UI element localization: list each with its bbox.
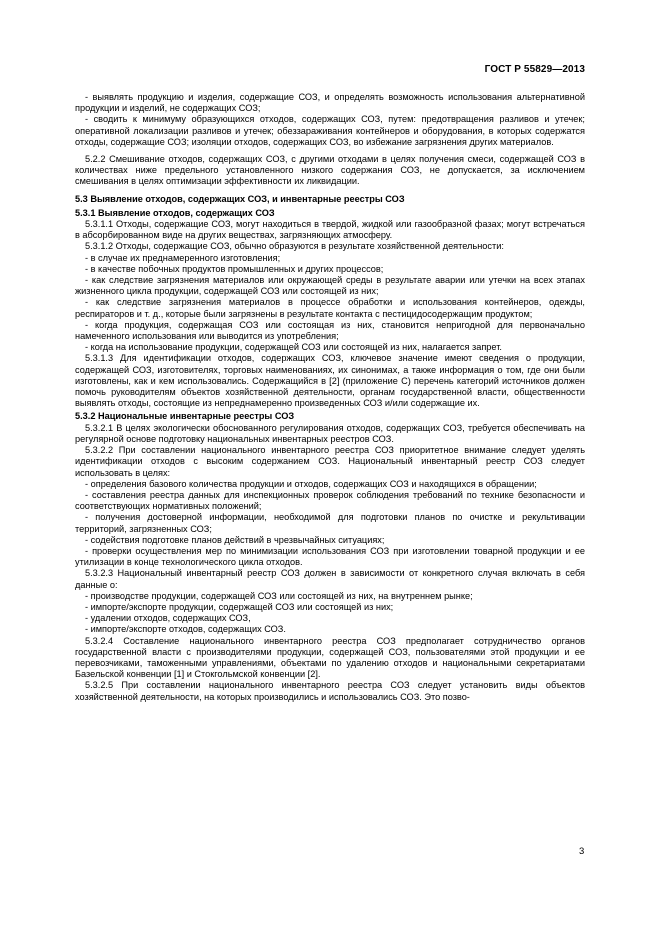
subsection-heading: 5.3.1 Выявление отходов, содержащих СОЗ <box>75 207 275 218</box>
paragraph: - производстве продукции, содержащей СОЗ или состоящей из них, на внутреннем рынке; <box>85 590 473 601</box>
paragraph: - как следствие загрязнения материалов в процессе обработки и использования контейнеров, одежды, респираторов и т. д., которые были загрязнены в результате контакта с пестицидосодержащим продуктом; <box>75 297 585 319</box>
paragraph: - в качестве побочных продуктов промышленных и других процессов; <box>85 263 384 274</box>
paragraph: 5.3.1.3 Для идентификации отходов, содержащих СОЗ, ключевое значение имеют сведения о продукции, содержащей СОЗ, изготовителях, торговых наименованиях, их синонимах, а также информация о том, где они были изготовлены, как и кем использовались. Содержащийся в [2] (приложение С) перечень категорий источников должен помочь руководителям объектов хозяйственной деятельности, органам государственной власти, общественности выявлять отходы, состоящие из непреднамеренно произведенных СОЗ и/или содержащие их. <box>75 353 585 409</box>
paragraph: 5.3.1.1 Отходы, содержащие СОЗ, могут находиться в твердой, жидкой или газообразной фазах; могут встречаться в абсорбированном виде на других веществах, загрязняющих атмосферу. <box>75 219 585 241</box>
paragraph: - определения базового количества продукции и отходов, содержащих СОЗ и находящихся в обращении; <box>85 478 537 489</box>
paragraph: 5.3.2.2 При составлении национального инвентарного реестра СОЗ приоритетное внимание следует уделять идентификации отходов с высоким содержанием СОЗ. Национальный инвентарный реестр СОЗ следует использовать в целях: <box>75 445 585 478</box>
paragraph: - импорте/экспорте отходов, содержащих СОЗ. <box>85 624 286 635</box>
paragraph: 5.3.1.2 Отходы, содержащие СОЗ, обычно образуются в результате хозяйственной деятельности: <box>85 241 504 252</box>
paragraph: - когда продукция, содержащая СОЗ или состоящая из них, становится непригодной для первоначально намеченного использования или выводится из употребления; <box>75 319 585 342</box>
page-number: 3 <box>579 846 585 857</box>
paragraph: 5.3.2.5 При составлении национального инвентарного реестра СОЗ следует установить виды объектов хозяйственной деятельности, на которых производились и использовались СОЗ. Это позво- <box>75 680 585 702</box>
paragraph: - проверки осуществления мер по минимизации использования СОЗ при изготовлении товарной продукции и ее утилизации в конце технологического цикла отходов. <box>75 545 585 568</box>
paragraph: 5.3.2.1 В целях экологически обоснованного регулирования отходов, содержащих СОЗ, требуется обеспечивать на регулярной основе подготовку национальных инвентарных реестров СОЗ. <box>75 422 585 444</box>
paragraph: - составления реестра данных для инспекционных проверок соблюдения требований по технике безопасности и соответствующих нормативных положений; <box>75 489 585 512</box>
subsection-heading: 5.3.2 Национальные инвентарные реестры СОЗ <box>75 411 295 422</box>
standard-header: ГОСТ Р 55829—2013 <box>484 64 585 75</box>
paragraph: - выявлять продукцию и изделия, содержащие СОЗ, и определять возможность использования альтернативной продукции и изделий, не содержащих СОЗ; <box>75 92 585 114</box>
paragraph: 5.3.2.3 Национальный инвентарный реестр СОЗ должен в зависимости от конкретного случая включать в себя данные о: <box>75 568 585 590</box>
paragraph: - получения достоверной информации, необходимой для подготовки планов по очистке и рекультивации территорий, загрязненных СОЗ; <box>75 512 585 534</box>
section-heading: 5.3 Выявление отходов, содержащих СОЗ, и инвентарные реестры СОЗ <box>75 193 405 204</box>
paragraph: - в случае их преднамеренного изготовления; <box>85 252 281 263</box>
paragraph: 5.3.2.4 Составление национального инвентарного реестра СОЗ предполагает сотрудничество органов государственной власти с производителями продукции, содержащей СОЗ, пользователями этой продукции и ее перевозчиками, таможенными управлениями, объектами по удалению отходов и национальными секретариатами Базельской конвенции [1] и Стокгольмской конвенции [2]. <box>75 635 585 680</box>
paragraph: - импорте/экспорте продукции, содержащей СОЗ или состоящей из них; <box>85 601 394 612</box>
paragraph: - сводить к минимуму образующихся отходов, содержащих СОЗ, путем: предотвращения разливов и утечек; оперативной локализации разливов и утечек; обеззараживания контейнеров и оборудования, в которых содержатся отходы, содержащие СОЗ; изоляции отходов, содержащих СОЗ, во избежание загрязнения других материалов. <box>75 114 585 147</box>
paragraph: - когда на использование продукции, содержащей СОЗ или состоящей из них, налагается запрет. <box>85 342 502 353</box>
paragraph: - удалении отходов, содержащих СОЗ, <box>85 613 251 624</box>
paragraph: 5.2.2 Смешивание отходов, содержащих СОЗ, с другими отходами в целях получения смеси, содержащей СОЗ в количествах ниже предельного установленного низкого содержания СОЗ, не допускается, за исключением смешивания в целях оптимизации эффективности их ликвидации. <box>75 154 585 187</box>
document-body <box>75 92 585 703</box>
paragraph: - как следствие загрязнения материалов или окружающей среды в результате аварии или утечки на всех этапах жизненного цикла продукции, содержащей СОЗ или состоящей из них; <box>75 275 585 297</box>
paragraph: - содействия подготовке планов действий в чрезвычайных ситуациях; <box>85 534 385 545</box>
